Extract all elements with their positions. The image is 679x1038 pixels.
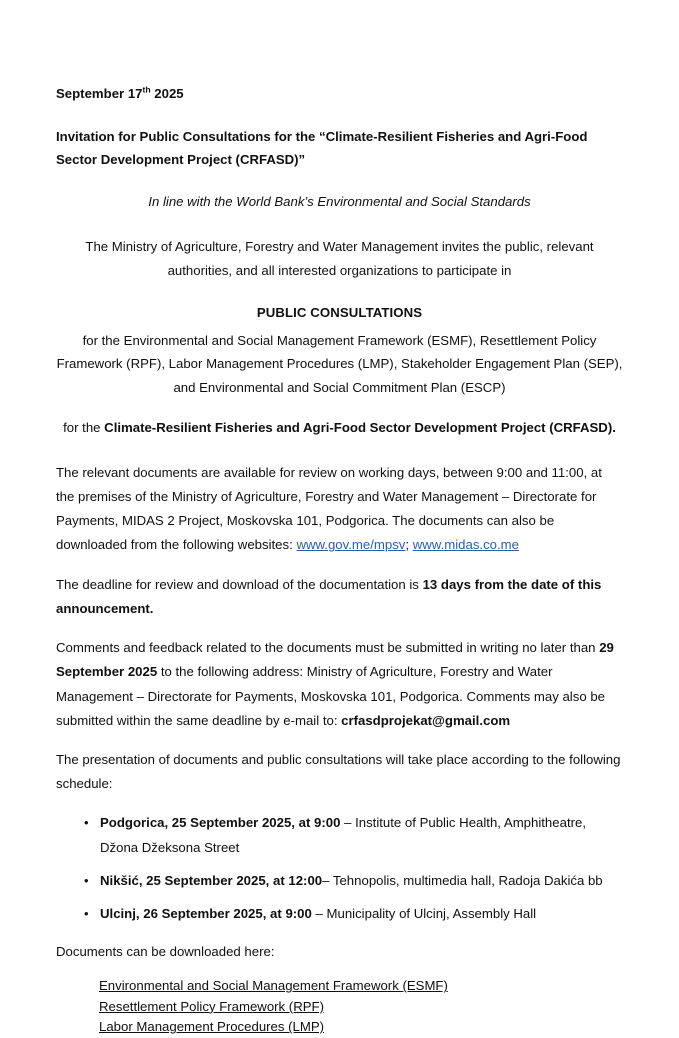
document-subtitle: In line with the World Bank’s Environmental and Social Standards: [148, 194, 531, 210]
schedule-item-location-time: Nikšić, 25 September 2025, at 12:00: [100, 872, 323, 888]
date-year: 2025: [150, 86, 184, 101]
schedule-item-location-time: Podgorica, 25 September 2025, at 9:00: [100, 815, 341, 831]
contact-email: crfasdprojekat@gmail.com: [341, 712, 511, 728]
schedule-list: [56, 811, 623, 926]
schedule-item-venue: – Tehnopolis, multimedia hall, Radoja Dakića bb: [322, 872, 603, 888]
deadline-highlight: 13 days from the date of this announcement.: [56, 576, 602, 616]
schedule-item-location-time: Ulcinj, 26 September 2025, at 9:00: [100, 905, 312, 921]
bullet-icon: •: [84, 905, 89, 921]
comments-text-two: to the following address: Ministry of Agriculture, Forestry and Water Management – Directorate for Payments, Moskovska 101, Podgorica. Comments may also be submitted within the same deadline by e-mail to:: [56, 664, 605, 728]
downloads-intro: Documents can be downloaded here:: [56, 944, 275, 960]
downloads-list: [56, 976, 623, 1038]
schedule-item-venue: – Municipality of Ulcinj, Assembly Hall: [311, 905, 537, 921]
comments-text-one: Comments and feedback related to the documents must be submitted in writing no later than: [56, 640, 600, 656]
bullet-icon: •: [84, 872, 89, 888]
date-month-day: September 17: [56, 86, 143, 101]
intro-paragraph: The Ministry of Agriculture, Forestry and Water Management invites the public, relevant authorities, and all interested organizations to participate in: [85, 238, 594, 278]
link-gov-me-mpsv[interactable]: www.gov.me/mpsv: [296, 537, 406, 553]
comments-deadline-date: 29 September 2025: [56, 640, 614, 680]
list-item: [56, 811, 623, 859]
bullet-icon: •: [84, 815, 89, 831]
availability-text: The relevant documents are available for review on working days, between 9:00 and 11:00, at the premises of the Ministry of Agriculture, Forestry and Water Management – Directorate for Payments, MIDAS 2 Project, Moskovska 101, Podgorica. The documents can also be downloaded from the following websites:: [56, 464, 602, 553]
download-link-lmp[interactable]: Labor Management Procedures (LMP): [99, 1019, 325, 1035]
link-midas-co-me[interactable]: www.midas.co.me: [412, 537, 519, 553]
deadline-text: The deadline for review and download of the documentation is: [56, 576, 423, 592]
project-line-prefix: for the: [63, 420, 105, 436]
list-item: [99, 1017, 623, 1038]
list-item: [99, 997, 623, 1018]
availability-paragraph: [56, 461, 623, 558]
list-item: [56, 902, 623, 926]
public-consultations-heading: PUBLIC CONSULTATIONS: [256, 304, 423, 320]
date-ordinal-suffix: th: [142, 84, 151, 95]
document-content: [56, 84, 623, 1038]
list-item: [56, 869, 623, 893]
project-name: Climate-Resilient Fisheries and Agri-Food Sector Development Project (CRFASD).: [104, 420, 616, 436]
deadline-paragraph: [56, 573, 623, 621]
schedule-item-venue: – Institute of Public Health, Amphitheatre, Džona Džeksona Street: [100, 815, 586, 855]
comments-paragraph: [56, 636, 623, 733]
list-item: [99, 976, 623, 997]
link-separator: ;: [405, 537, 413, 553]
document-date: [56, 84, 623, 104]
project-line: [56, 417, 623, 440]
download-link-esmf[interactable]: Environmental and Social Management Framework (ESMF): [99, 978, 448, 994]
consultations-scope: for the Environmental and Social Management Framework (ESMF), Resettlement Policy Framework (RPF), Labor Management Procedures (LMP), Stakeholder Engagement Plan (SEP), and Environmental and Social Commitment Plan (ESCP): [56, 332, 623, 395]
download-link-rpf[interactable]: Resettlement Policy Framework (RPF): [99, 998, 324, 1014]
page-title: Invitation for Public Consultations for the “Climate-Resilient Fisheries and Agri-Food Sector Development Project (CRFASD)”: [56, 129, 588, 167]
schedule-intro: The presentation of documents and public consultations will take place according to the following schedule:: [56, 751, 621, 792]
